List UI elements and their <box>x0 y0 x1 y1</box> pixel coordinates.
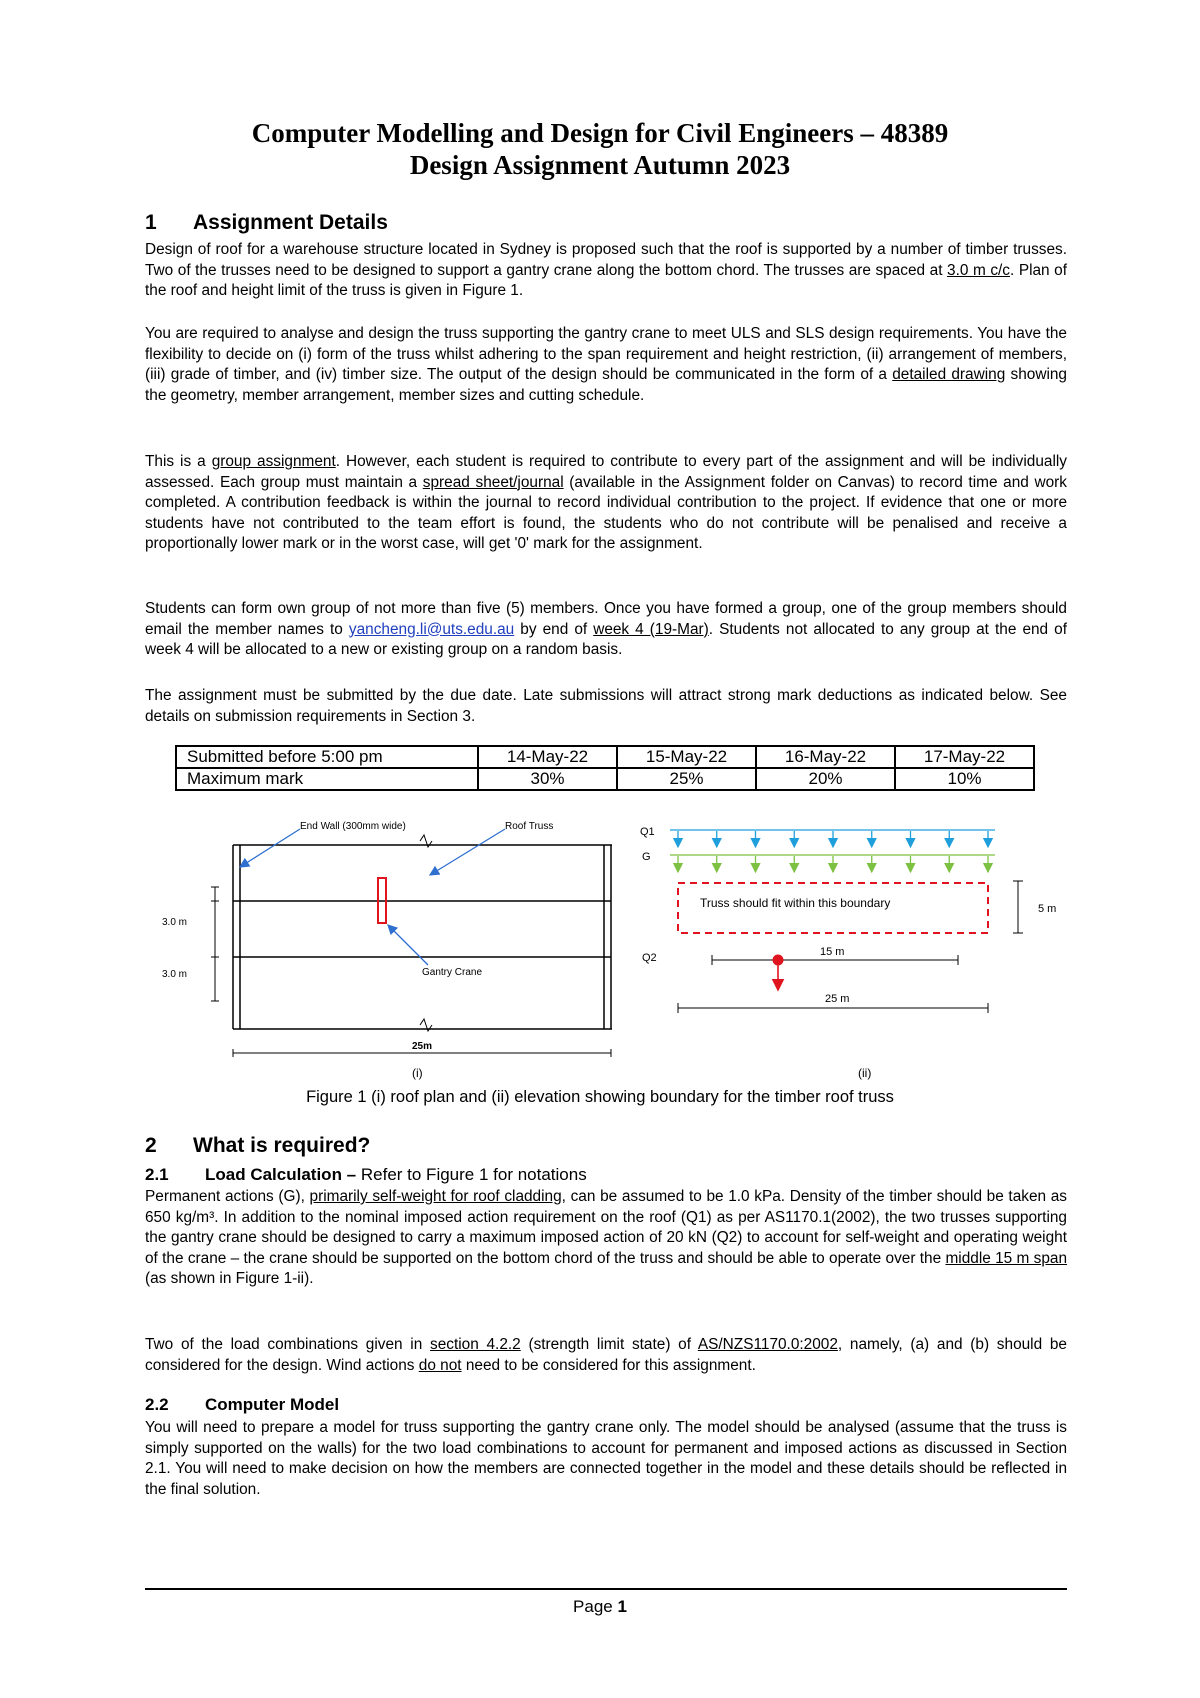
section-1-heading <box>145 211 388 235</box>
page-footer <box>0 1597 1200 1617</box>
paragraph-intro <box>145 240 1067 302</box>
text: This is a <box>145 453 212 470</box>
self-weight-note: primarily self-weight for roof cladding <box>309 1188 562 1205</box>
table-cell: 16-May-22 <box>756 746 895 768</box>
boundary-text: Truss should fit within this boundary <box>700 896 891 910</box>
table-cell: 15-May-22 <box>617 746 756 768</box>
table-cell: 14-May-22 <box>478 746 617 768</box>
group-assignment: group assignment <box>211 453 336 470</box>
subsection-title: Computer Model <box>205 1395 340 1414</box>
text: . However, each student is required to contribute to every part of the assignment and will be individually assessed. Each group must maintain a <box>145 453 1068 491</box>
text: . Students not allocated to any group at the end of week 4 will be allocated to a new or existing group on a random basis. <box>145 620 1068 659</box>
table-cell: 10% <box>895 768 1034 790</box>
table-cell: 17-May-22 <box>895 746 1034 768</box>
footer-divider <box>145 1588 1067 1590</box>
subsection-2-1-heading <box>145 1165 587 1185</box>
plan-dim-2: 3.0 m <box>162 969 188 980</box>
figure-1 <box>130 815 1070 1085</box>
paragraph-load-combinations <box>145 1335 1067 1376</box>
subsection-number: 2.1 <box>145 1165 169 1184</box>
page-number: 1 <box>617 1597 627 1616</box>
gantry-crane-pointer <box>388 925 428 965</box>
section-title: Assignment Details <box>193 211 388 234</box>
text: need to be considered for this assignment. <box>461 1356 756 1374</box>
email-link[interactable]: yancheng.li@uts.edu.au <box>348 620 515 638</box>
subsection-2-2-heading <box>145 1395 339 1415</box>
g-label: G <box>642 851 651 863</box>
subsection-number: 2.2 <box>145 1395 169 1414</box>
text: . Plan of the roof and height limit of the truss is given in Figure 1. <box>145 261 1067 300</box>
table-row <box>176 768 1034 790</box>
paragraph-group <box>145 452 1067 555</box>
middle-span-label: 15 m <box>820 946 845 958</box>
text: by end of <box>514 620 594 638</box>
paragraph-computer-model: You will need to prepare a model for truss supporting the gantry crane only. The model should be analysed (assume that the truss is simply supported on the walls) for the two load combinations to account for permanent and imposed actions as discussed in Section 2.1. You will need to make decision on how the members are connected together in the model and these details should be reflected in the final solution. <box>145 1419 1067 1498</box>
standard-reference: AS/NZS1170.0:2002 <box>697 1336 838 1353</box>
elevation <box>640 826 1056 1080</box>
plan-dim-1: 3.0 m <box>162 917 188 928</box>
end-wall-pointer <box>240 829 300 867</box>
q1-label: Q1 <box>640 826 655 838</box>
spread-sheet-journal: spread sheet/journal <box>422 473 564 491</box>
g-arrows <box>678 856 988 872</box>
gantry-crane-label: Gantry Crane <box>422 967 483 978</box>
subsection-title: Load Calculation – <box>205 1165 361 1184</box>
table-cell: 30% <box>478 768 617 790</box>
figure-caption: Figure 1 (i) roof plan and (ii) elevation showing boundary for the timber roof truss <box>306 1088 894 1106</box>
table-cell: Maximum mark <box>176 768 478 790</box>
text: , namely, (a) and (b) should be considered for the design. Wind actions <box>145 1336 1067 1374</box>
deadline-week4: week 4 (19-Mar) <box>593 620 709 638</box>
plan-span: 25m <box>412 1041 433 1052</box>
section-2-heading <box>145 1134 370 1158</box>
q1-arrows <box>678 831 988 847</box>
text: , can be assumed to be 1.0 kPa. Density of the timber should be taken as 650 kg/m³. In addition to the nominal imposed action requirement on the roof (Q1) as per AS1170.1(2002), the two trusses supporting the gantry crane should be designed to carry a maximum imposed action of 20 kN (Q2) to account for self-weight and operating weight of the crane – the crane should be supported on the bottom chord of the truss and should be able to operate over the <box>145 1188 1067 1267</box>
end-wall-label: End Wall (300mm wide) <box>300 821 406 832</box>
table-cell: 25% <box>617 768 756 790</box>
marks-table <box>175 745 1035 791</box>
full-span-label: 25 m <box>825 993 850 1005</box>
text: showing the geometry, member arrangement, member sizes and cutting schedule. <box>145 366 1067 404</box>
table-cell: 20% <box>756 768 895 790</box>
page-label: Page <box>573 1597 618 1616</box>
elevation-label: (ii) <box>858 1066 872 1080</box>
q2-label: Q2 <box>642 952 657 964</box>
subsection-note: Refer to Figure 1 for notations <box>360 1165 587 1184</box>
plan-label: (i) <box>412 1066 423 1080</box>
paragraph-load-calculation <box>145 1187 1067 1290</box>
table-row <box>176 746 1034 768</box>
paragraph-requirements <box>145 324 1067 406</box>
section-title: What is required? <box>193 1134 371 1157</box>
section-reference: section 4.2.2 <box>430 1336 521 1353</box>
text: Design of roof for a warehouse structure located in Sydney is proposed such that the roof is supported by a number of timber trusses. Two of the trusses need to be designed to support a gantry crane along the bottom chord. The trusses are spaced at <box>145 241 1067 279</box>
middle-span-note: middle 15 m span <box>945 1249 1068 1267</box>
text: Permanent actions (G), <box>145 1188 310 1205</box>
do-not-emphasis: do not <box>418 1356 462 1374</box>
height-label: 5 m <box>1038 903 1057 915</box>
paragraph-form-group <box>145 599 1067 661</box>
text: Two of the load combinations given in <box>145 1336 431 1353</box>
truss-spacing: 3.0 m c/c <box>947 261 1010 279</box>
paragraph-submission: The assignment must be submitted by the due date. Late submissions will attract strong mark deductions as indicated below. See details on submission requirements in Section 3. <box>145 687 1067 725</box>
text: Students can form own group of not more than five (5) members. Once you have formed a group, one of the group members should email the member names to <box>145 600 1067 638</box>
roof-truss-pointer <box>430 829 505 875</box>
roof-plan <box>162 821 612 1080</box>
document-subtitle: Design Assignment Autumn 2023 <box>409 150 791 180</box>
section-number: 2 <box>145 1134 157 1157</box>
crane-load-point <box>773 955 784 966</box>
section-number: 1 <box>145 211 157 234</box>
text: You are required to analyse and design the truss supporting the gantry crane to meet ULS and SLS design requirements. You have the flexibility to decide on (i) form of the truss whilst adhering to the span requirement and height restriction, (ii) arrangement of members, (iii) grade of timber, and (iv) timber size. The output of the design should be communicated in the form of a <box>145 325 1067 384</box>
detailed-drawing: detailed drawing <box>892 366 1006 384</box>
text: (as shown in Figure 1-ii). <box>145 1270 314 1288</box>
text: (available in the Assignment folder on Canvas) to record time and work completed. A contribution feedback is within the journal to record individual contribution to the project. If evidence that one or more students have not contributed to the team effort is found, the students who do not contribute will be penalised and receive a proportionally lower mark or in the worst case, will get '0' mark for the assignment. <box>145 473 1067 553</box>
document-title: Computer Modelling and Design for Civil Engineers – 48389 <box>251 118 949 148</box>
table-cell: Submitted before 5:00 pm <box>176 746 478 768</box>
text: (strength limit state) of <box>520 1336 698 1353</box>
roof-truss-label: Roof Truss <box>505 821 554 832</box>
